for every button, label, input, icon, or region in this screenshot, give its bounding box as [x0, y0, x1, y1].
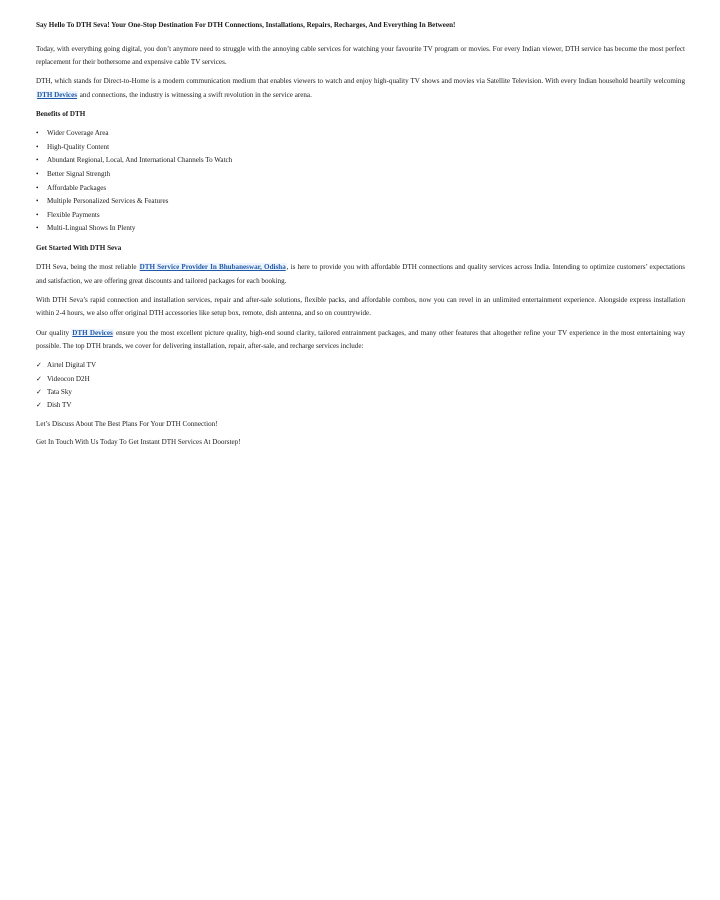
closing-line-1: Let’s Discuss About The Best Plans For Your DTH Connection! — [36, 420, 218, 429]
bullet-icon: • — [36, 156, 39, 165]
list-item-label: Better Signal Strength — [47, 170, 111, 179]
list-item-label: High-Quality Content — [47, 142, 110, 151]
list-item — [36, 359, 685, 372]
checkmark-icon: ✓ — [36, 387, 42, 396]
paragraph-text-after: , is here to provide you with affordable DTH connections and quality services across India. Intending to optimize customers’ expectations and satisfaction, we are offering great discounts and tailored packages for each booking. — [36, 263, 685, 285]
bullet-icon: • — [36, 183, 39, 192]
dth-paragraph — [36, 75, 685, 102]
get-started-paragraph-1 — [36, 261, 685, 288]
list-item-label: Abundant Regional, Local, And International Channels To Watch — [47, 156, 233, 165]
list-item — [36, 141, 685, 155]
closing-line-2: Get In Touch With Us Today To Get Instant DTH Services At Doorstep! — [36, 438, 241, 447]
dth-service-provider-link[interactable]: DTH Service Provider In Bhubaneswar, Odisha — [139, 263, 286, 272]
bullet-icon: • — [36, 197, 39, 206]
dth-paragraph-text-before: DTH, which stands for Direct-to-Home is a modern communication medium that enables viewers to watch and enjoy high-quality TV shows and movies via Satellite Television. With every Indian household heartily welcoming — [36, 77, 685, 86]
checkmark-icon: ✓ — [36, 374, 42, 383]
benefits-heading: Benefits of DTH — [36, 110, 86, 119]
get-started-paragraph-3 — [36, 327, 685, 354]
paragraph-text-before: Our quality — [36, 328, 72, 337]
list-item — [36, 182, 685, 196]
list-item — [36, 195, 685, 209]
checkmark-icon: ✓ — [36, 361, 42, 370]
benefits-list — [36, 127, 685, 236]
paragraph-text-after: ensure you the most excellent picture quality, high-end sound clarity, tailored entrainment packages, and many other features that altogether refine your TV experience in the most entertaining way possible. The top DTH brands, we cover for delivering installation, repair, after-sale, and recharge services include: — [36, 328, 686, 351]
list-item-label: Flexible Payments — [47, 210, 100, 219]
brand-label: Dish TV — [47, 401, 72, 409]
list-item — [36, 127, 685, 141]
list-item — [36, 399, 685, 412]
dth-devices-link-2[interactable]: DTH Devices — [72, 328, 113, 337]
list-item — [36, 154, 685, 168]
list-item — [36, 222, 685, 236]
list-item — [36, 168, 685, 182]
page-title: Say Hello To DTH Seva! Your One-Stop Destination For DTH Connections, Installations, Repairs, Recharges, And Everything In Between! — [36, 21, 456, 29]
bullet-icon: • — [36, 129, 39, 138]
list-item — [36, 386, 685, 399]
get-started-paragraph-2: With DTH Seva’s rapid connection and installation services, repair and after-sale solutions, flexible packs, and affordable combos, now you can revel in an unlimited entertainment experience. Alongside express installation within 2-4 hours, we also offer original DTH accessories like setup box, remote, dish antenna, and so on countrywide. — [36, 295, 685, 318]
bullet-icon: • — [36, 170, 39, 179]
bullet-icon: • — [36, 224, 39, 233]
checkmark-icon: ✓ — [36, 401, 42, 409]
list-item-label: Multi-Lingual Shows In Plenty — [47, 224, 136, 233]
brands-list — [36, 359, 685, 412]
brand-label: Videocon D2H — [47, 374, 90, 383]
brand-label: Tata Sky — [47, 387, 72, 396]
list-item — [36, 373, 685, 386]
brand-label: Airtel Digital TV — [47, 361, 97, 370]
intro-paragraph: Today, with everything going digital, you don’t anymore need to struggle with the annoying cable services for watching your favourite TV program or movies. For every Indian viewer, DTH service has become the most perfect replacement for their bothersome and expensive cable TV services. — [36, 44, 685, 67]
dth-devices-link[interactable]: DTH Devices — [37, 90, 77, 99]
document-page — [36, 19, 685, 454]
list-item-label: Multiple Personalized Services & Features — [47, 197, 169, 206]
get-started-heading: Get Started With DTH Seva — [36, 244, 122, 252]
list-item-label: Wider Coverage Area — [47, 129, 109, 138]
bullet-icon: • — [36, 210, 39, 219]
list-item — [36, 209, 685, 223]
dth-paragraph-text-after: and connections, the industry is witnessing a swift revolution in the service arena. — [78, 90, 312, 99]
list-item-label: Affordable Packages — [47, 183, 107, 192]
paragraph-text-before: DTH Seva, being the most reliable — [36, 263, 139, 272]
bullet-icon: • — [36, 142, 39, 151]
